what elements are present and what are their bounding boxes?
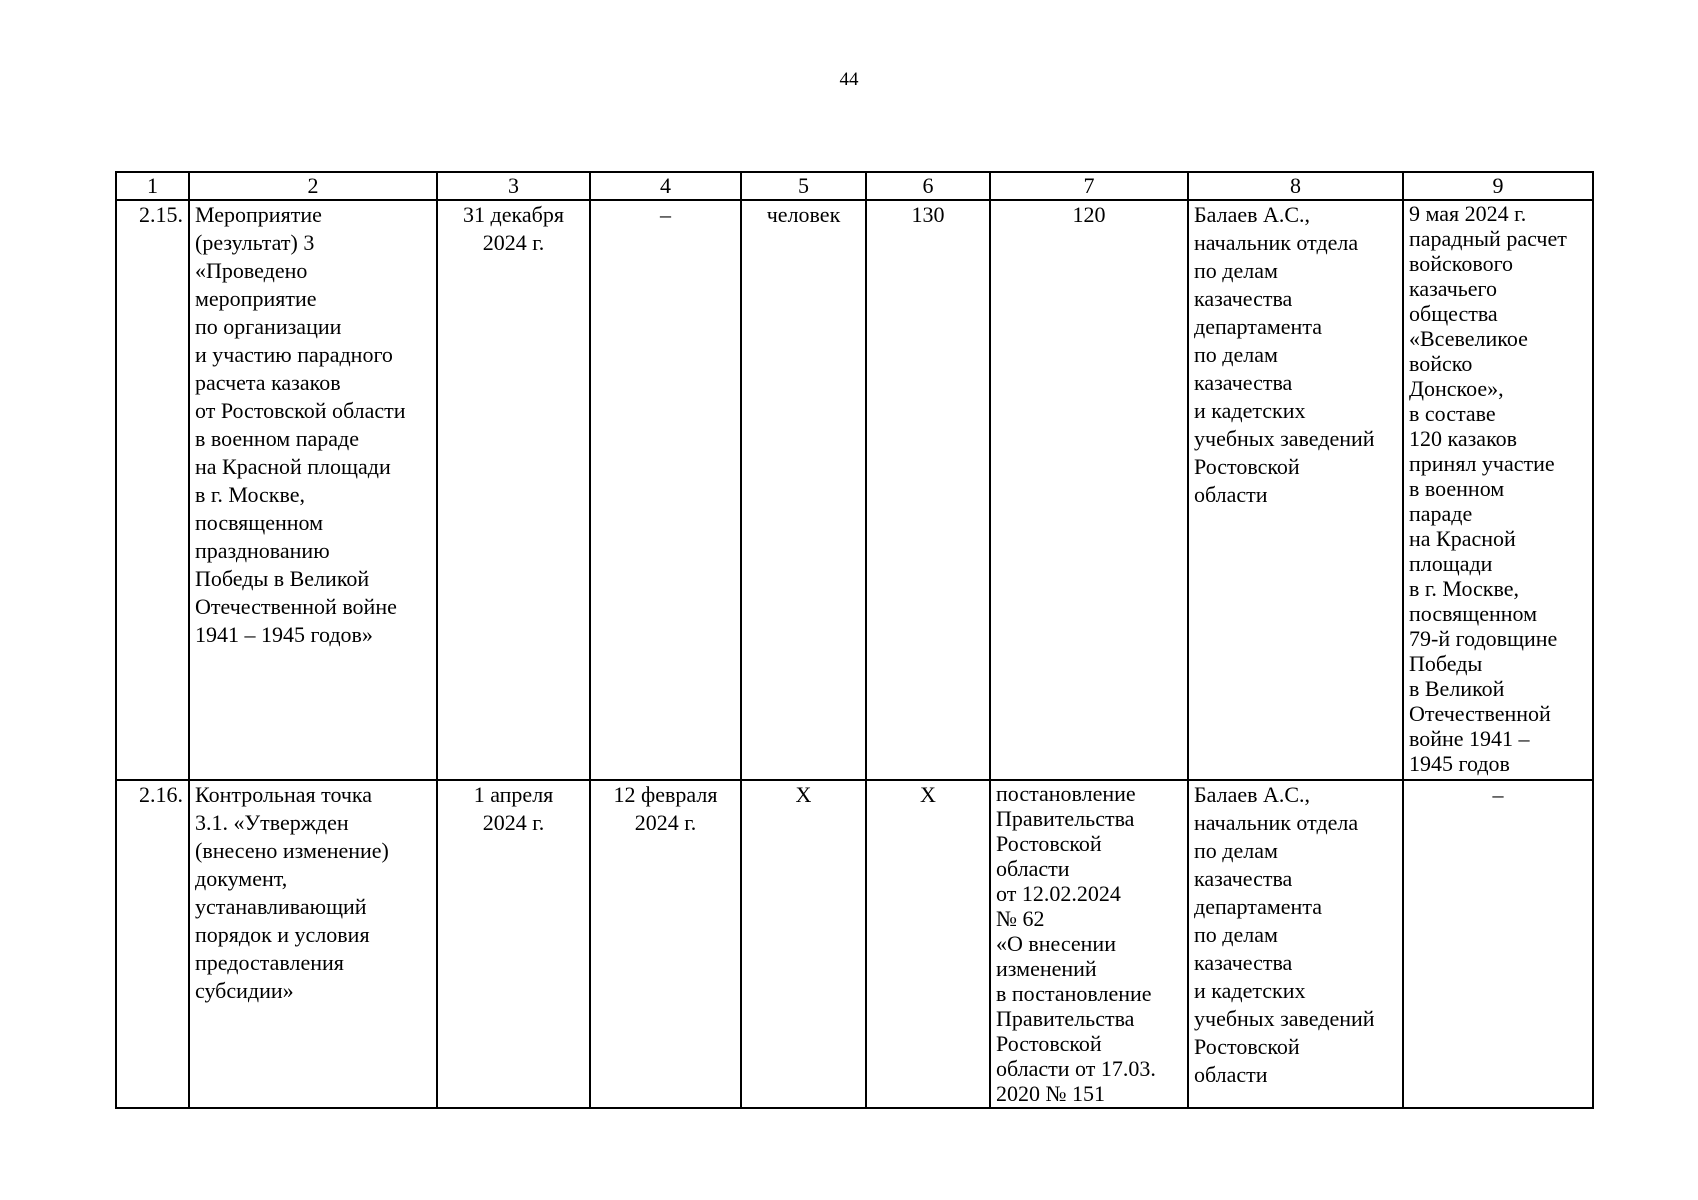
- column-number-8: 8: [1188, 172, 1403, 200]
- plan-date-cell: [437, 780, 590, 1108]
- fact-date: 12 февраля 2024 г.: [613, 782, 718, 835]
- plan-date-cell: [437, 200, 590, 780]
- responsible-person: Балаев А.С., начальник отдела по делам казачества департамента по делам казачества и кадетских учебных заведений Ростовской области: [1194, 202, 1375, 507]
- plan-value-cell: [866, 780, 990, 1108]
- event-name: Мероприятие (результат) 3 «Проведено мероприятие по организации и участию парадного расчета казаков от Ростовской области в военном параде на Красной площади в г. Москве, посвященном празднованию Победы в Великой Отечественной войне 1941 – 1945 годов»: [195, 202, 406, 647]
- fact-date-cell: [590, 780, 741, 1108]
- plan-value-cell: [866, 200, 990, 780]
- result-text: –: [1492, 782, 1504, 807]
- result-text: 9 мая 2024 г. парадный расчет войскового казачьего общества «Всевеликое войско Донское», в составе 120 казаков принял участие в военном параде на Красной площади в г. Москве, посвященном 79-й годовщине Победы в Великой Отечественной войне 1941 – 1945 годов: [1409, 201, 1567, 776]
- responsible-cell: [1188, 780, 1403, 1108]
- fact-value-cell: [990, 780, 1188, 1108]
- plan-date: 1 апреля 2024 г.: [473, 782, 554, 835]
- fact-value: 120: [1072, 202, 1106, 227]
- row-number-cell: [116, 200, 189, 780]
- event-name-cell: [189, 780, 437, 1108]
- unit: человек: [766, 202, 841, 227]
- page-number: 44: [839, 69, 859, 90]
- column-number-7: 7: [990, 172, 1188, 200]
- fact-value-cell: [990, 200, 1188, 780]
- unit-cell: [741, 780, 866, 1108]
- responsible-cell: [1188, 200, 1403, 780]
- column-number-4: 4: [590, 172, 741, 200]
- report-table: [115, 171, 1594, 1109]
- fact-date-cell: [590, 200, 741, 780]
- fact-value: постановление Правительства Ростовской области от 12.02.2024 № 62 «О внесении изменений в постановление Правительства Ростовской области от 17.03. 2020 № 151: [996, 781, 1156, 1106]
- column-number-2: 2: [189, 172, 437, 200]
- fact-date: –: [660, 202, 671, 227]
- event-name-cell: [189, 200, 437, 780]
- table-row: [116, 780, 1593, 1108]
- column-number-6: 6: [866, 172, 990, 200]
- result-cell: [1403, 780, 1593, 1108]
- unit-cell: [741, 200, 866, 780]
- row-number-cell: [116, 780, 189, 1108]
- plan-value: Х: [920, 782, 936, 807]
- column-number-5: 5: [741, 172, 866, 200]
- event-name: Контрольная точка 3.1. «Утвержден (внесено изменение) документ, устанавливающий порядок и условия предоставления субсидии»: [195, 782, 389, 1003]
- unit: Х: [795, 782, 812, 807]
- column-number-1: 1: [116, 172, 189, 200]
- row-number: 2.15.: [139, 202, 183, 227]
- column-number-3: 3: [437, 172, 590, 200]
- row-number: 2.16.: [139, 782, 183, 807]
- plan-date: 31 декабря 2024 г.: [463, 202, 564, 255]
- responsible-person: Балаев А.С., начальник отдела по делам казачества департамента по делам казачества и кадетских учебных заведений Ростовской области: [1194, 782, 1375, 1087]
- column-number-9: 9: [1403, 172, 1593, 200]
- plan-value: 130: [911, 202, 945, 227]
- table-header-row: [116, 172, 1593, 200]
- table-row: [116, 200, 1593, 780]
- result-cell: [1403, 200, 1593, 780]
